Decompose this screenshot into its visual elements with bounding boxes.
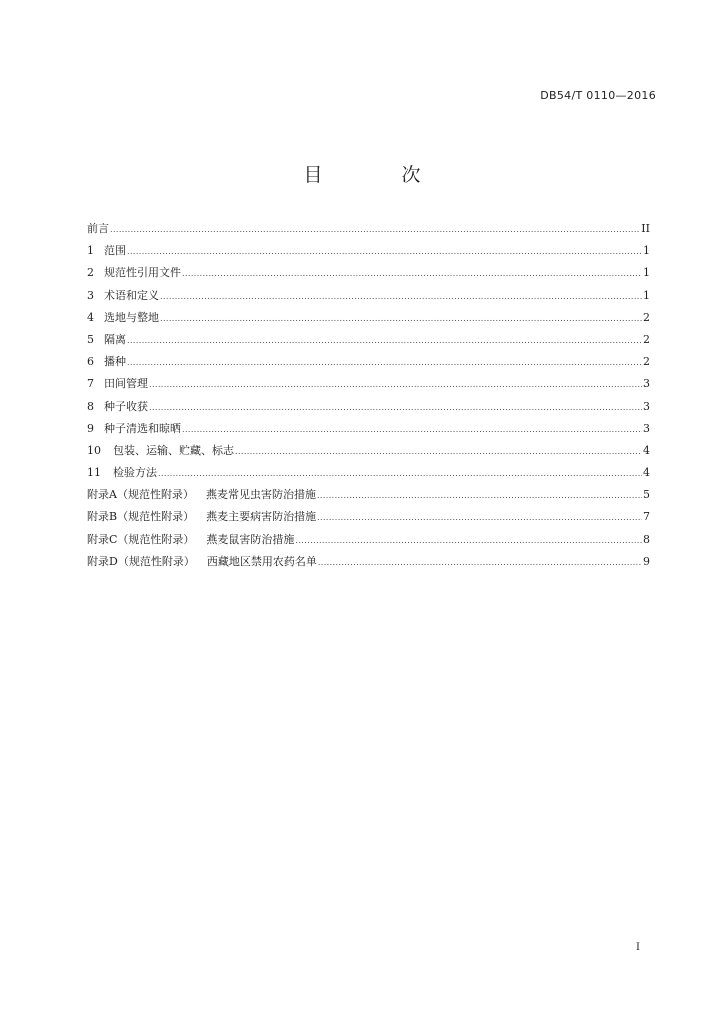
toc-entry-number: 10 [87,443,101,457]
toc-entry-number: 1 [87,244,94,258]
toc-entry-title: 西藏地区禁用农药名单 [206,554,317,568]
document-code: DB54/T 0110—2016 [540,89,656,102]
table-of-contents [87,222,650,577]
toc-entry-appendix-d[interactable] [87,555,650,577]
toc-entry-number: 4 [87,310,94,324]
toc-entry-number: 附录D（规范性附录） [87,554,195,568]
toc-entry-number: 6 [87,355,94,369]
toc-entry-number: 11 [87,466,101,480]
toc-entry-page: 2 [643,310,650,324]
toc-entry-title: 选地与整地 [104,310,159,324]
toc-entry-title: 田间管理 [104,377,148,391]
dot-leader [182,267,642,281]
toc-entry-appendix-a[interactable] [87,488,650,510]
toc-entry-page: 3 [643,399,650,413]
toc-entry-packaging[interactable] [87,444,650,466]
dot-leader [160,312,642,326]
dot-leader [160,290,642,304]
toc-entry-title: 前言 [87,222,109,235]
toc-entry-title: 燕麦鼠害防治措施 [206,532,295,546]
toc-entry-title: 种子收获 [104,399,148,413]
toc-entry-title: 燕麦常见虫害防治措施 [205,488,316,502]
toc-entry-title: 术语和定义 [104,288,159,302]
toc-entry-title: 燕麦主要病害防治措施 [206,510,317,524]
toc-entry-page: 7 [643,510,650,524]
toc-entry-title: 播种 [104,355,126,369]
toc-entry-number: 5 [87,332,94,346]
toc-entry-page: 3 [643,421,650,435]
toc-entry-title: 种子清选和晾晒 [104,421,181,435]
toc-entry-field-management[interactable] [87,377,650,399]
toc-entry-number: 7 [87,377,94,391]
dot-leader [295,534,642,548]
toc-entry-title: 规范性引用文件 [104,266,181,280]
toc-entry-seed-cleaning-drying[interactable] [87,422,650,444]
page-title: 目 次 [303,164,451,186]
toc-entry-normative-references[interactable] [87,266,650,288]
toc-entry-page: 1 [643,244,650,258]
dot-leader [127,245,642,259]
toc-entry-number: 9 [87,421,94,435]
dot-leader [149,378,642,392]
dot-leader [235,445,642,459]
toc-entry-title: 隔离 [104,332,126,346]
toc-entry-page: 3 [643,377,650,391]
toc-entry-inspection-methods[interactable] [87,466,650,488]
toc-entry-foreword[interactable] [87,222,650,244]
toc-entry-number: 2 [87,266,94,280]
dot-leader [182,423,642,437]
toc-entry-number: 附录B（规范性附录） [87,510,195,524]
dot-leader [317,489,642,503]
toc-entry-appendix-b[interactable] [87,510,650,532]
dot-leader [110,223,640,237]
toc-entry-seed-harvest[interactable] [87,400,650,422]
toc-entry-isolation[interactable] [87,333,650,355]
toc-entry-title: 范围 [104,244,126,258]
toc-entry-page: 9 [643,554,650,568]
toc-entry-title: 包装、运输、贮藏、标志 [113,443,234,457]
toc-entry-page: 5 [643,488,650,502]
toc-entry-appendix-c[interactable] [87,533,650,555]
dot-leader [158,467,642,481]
toc-entry-title: 检验方法 [113,466,157,480]
toc-entry-number: 8 [87,399,94,413]
dot-leader [127,356,642,370]
toc-entry-page: 2 [643,355,650,369]
toc-entry-terms-definitions[interactable] [87,289,650,311]
dot-leader [149,401,642,415]
toc-entry-page: 4 [643,443,650,457]
toc-entry-page: II [641,222,650,235]
page-number: I [636,942,640,953]
dot-leader [318,556,642,570]
toc-entry-scope[interactable] [87,244,650,266]
toc-entry-page: 8 [643,532,650,546]
toc-entry-sowing[interactable] [87,355,650,377]
toc-entry-site-selection[interactable] [87,311,650,333]
toc-entry-number: 附录A（规范性附录） [87,488,194,502]
toc-entry-number: 附录C（规范性附录） [87,532,195,546]
dot-leader [127,334,642,348]
toc-entry-number: 3 [87,288,94,302]
toc-entry-page: 1 [643,288,650,302]
toc-entry-page: 4 [643,466,650,480]
toc-entry-page: 2 [643,332,650,346]
toc-entry-page: 1 [643,266,650,280]
dot-leader [317,511,642,525]
